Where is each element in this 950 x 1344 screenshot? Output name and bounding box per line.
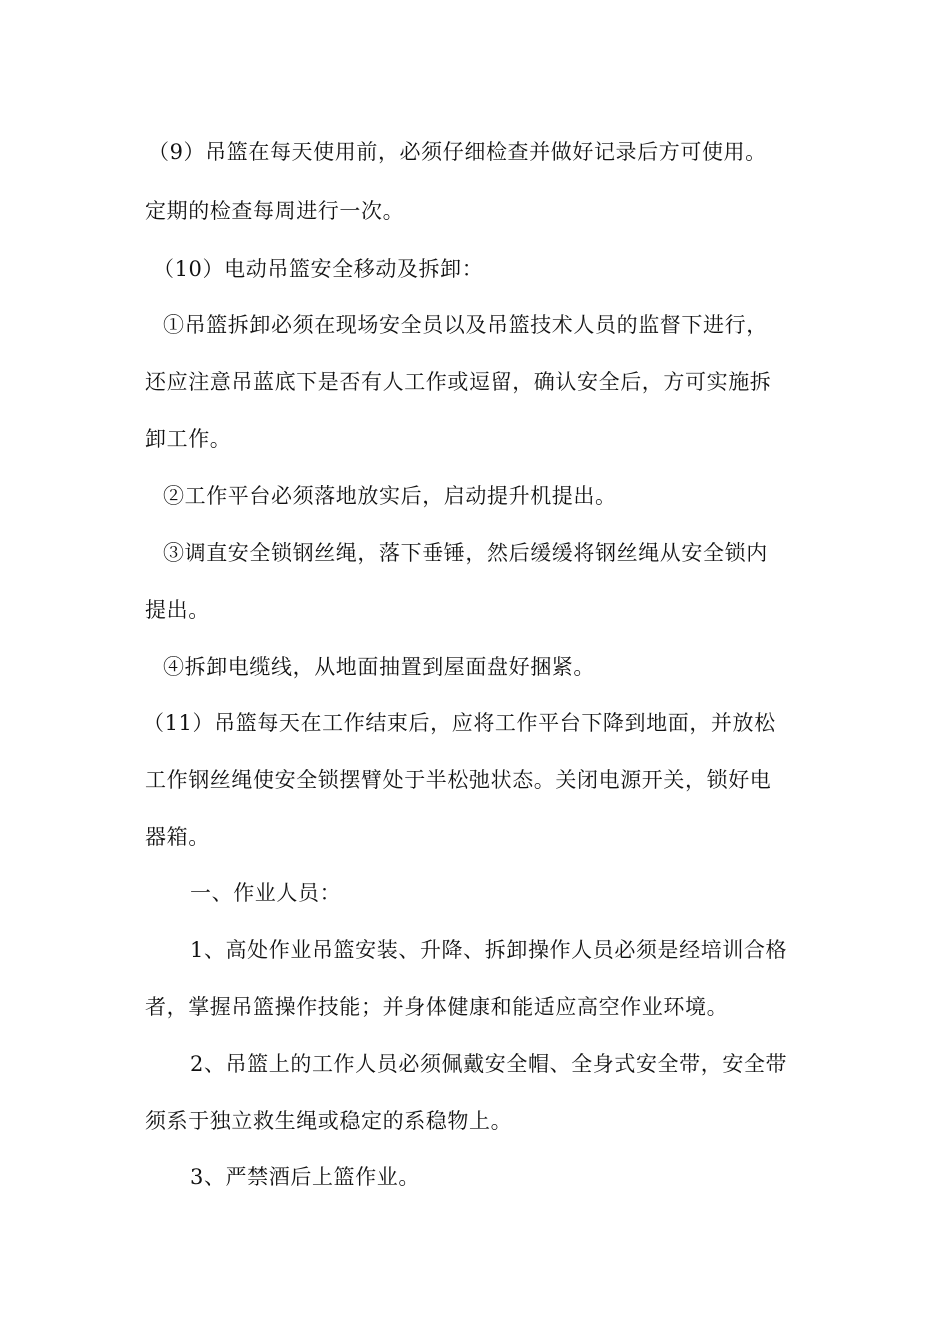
step-4-line: ④拆卸电缆线，从地面抽置到屋面盘好捆紧。 xyxy=(163,655,595,679)
step-1-line-3: 卸工作。 xyxy=(145,427,232,451)
section-heading-personnel: 一、作业人员： xyxy=(190,881,342,905)
step-2-line: ②工作平台必须落地放实后，启动提升机提出。 xyxy=(163,484,617,508)
paragraph-9-line-1: （9）吊篮在每天使用前，必须仔细检查并做好记录后方可使用。 xyxy=(148,140,767,164)
personnel-item-2-line-2: 须系于独立救生绳或稳定的系稳物上。 xyxy=(145,1109,513,1133)
paragraph-9-line-2: 定期的检查每周进行一次。 xyxy=(145,199,405,223)
personnel-item-3-line: 3、严禁酒后上篮作业。 xyxy=(190,1165,420,1189)
paragraph-10-heading: （10）电动吊篮安全移动及拆卸： xyxy=(153,257,484,281)
paragraph-11-line-3: 器箱。 xyxy=(145,825,210,849)
personnel-item-1-line-1: 1、高处作业吊篮安装、升降、拆卸操作人员必须是经培训合格 xyxy=(190,938,788,962)
personnel-item-2-line-1: 2、吊篮上的工作人员必须佩戴安全帽、全身式安全带，安全带 xyxy=(190,1052,788,1076)
paragraph-11-line-2: 工作钢丝绳使安全锁摆臂处于半松弛状态。关闭电源开关，锁好电 xyxy=(145,768,772,792)
step-3-line-2: 提出。 xyxy=(145,598,210,622)
step-1-line-1: ①吊篮拆卸必须在现场安全员以及吊篮技术人员的监督下进行， xyxy=(163,313,768,337)
paragraph-11-line-1: （11）吊篮每天在工作结束后，应将工作平台下降到地面，并放松 xyxy=(143,711,776,735)
step-3-line-1: ③调直安全锁钢丝绳，落下垂锤，然后缓缓将钢丝绳从安全锁内 xyxy=(163,541,768,565)
personnel-item-1-line-2: 者，掌握吊篮操作技能；并身体健康和能适应高空作业环境。 xyxy=(145,995,729,1019)
step-1-line-2: 还应注意吊蓝底下是否有人工作或逗留，确认安全后，方可实施拆 xyxy=(145,370,772,394)
